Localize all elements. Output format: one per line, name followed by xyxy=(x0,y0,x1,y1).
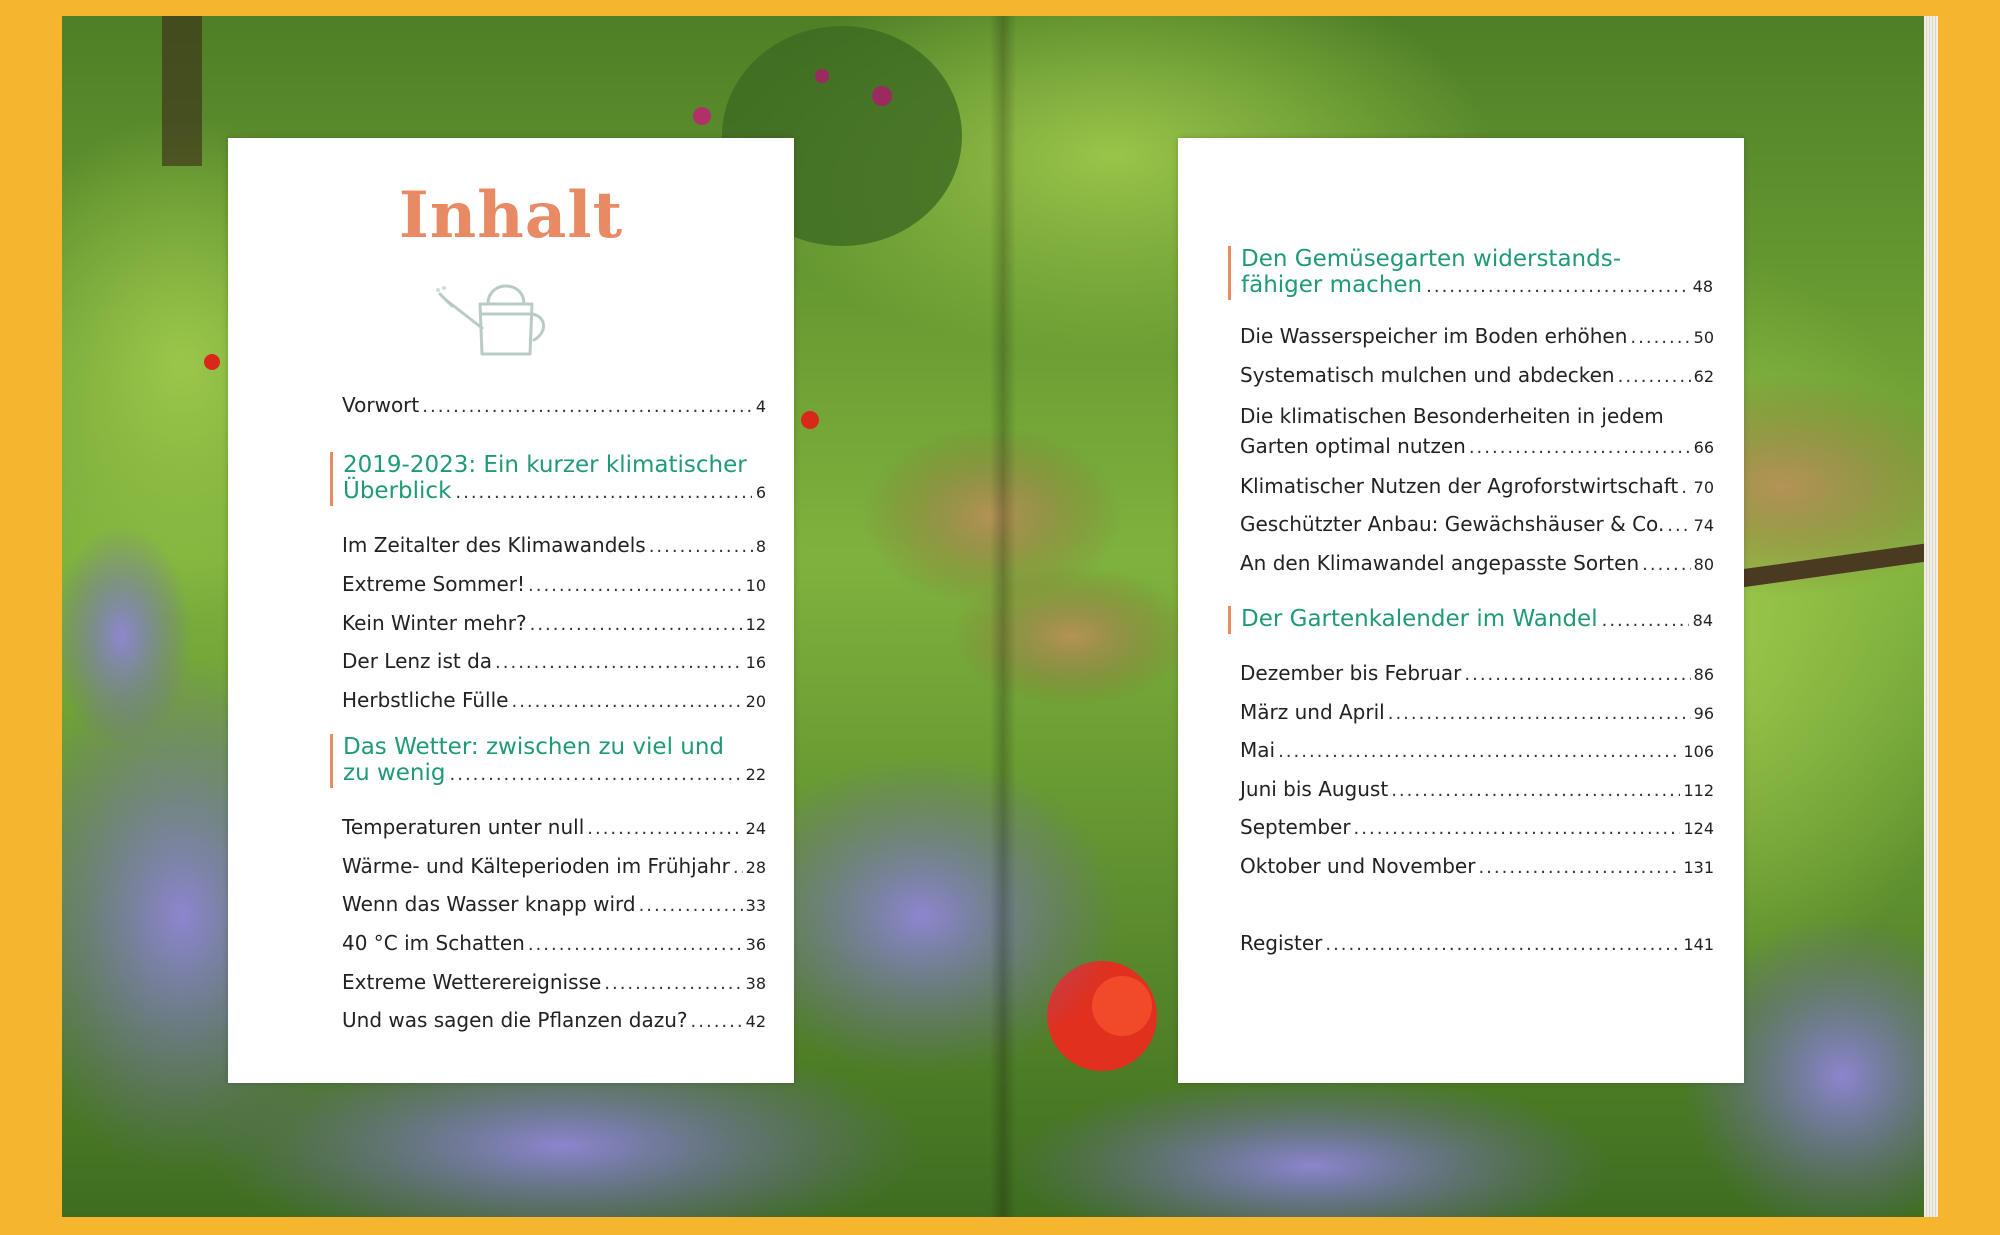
toc-entry[interactable]: Mai ..... 106 xyxy=(1240,735,1714,765)
toc-entry[interactable]: Temperaturen unter null ..... 24 xyxy=(342,812,766,842)
toc-entry[interactable]: Klimatischer Nutzen der Agroforstwirtschaft ..... 70 xyxy=(1240,471,1714,501)
toc-entry[interactable]: Kein Winter mehr? ..... 12 xyxy=(342,608,766,638)
toc-entry[interactable]: Im Zeitalter des Klimawandels ..... 8 xyxy=(342,530,766,560)
toc-entry[interactable]: Systematisch mulchen und abdecken ..... 62 xyxy=(1240,360,1714,390)
toc-right-panel xyxy=(1178,138,1744,1083)
toc-entry[interactable]: 40 °C im Schatten ..... 36 xyxy=(342,928,766,958)
toc-entry[interactable]: Und was sagen die Pflanzen dazu? ..... 42 xyxy=(342,1005,766,1035)
toc-section-gemuesegarten[interactable]: Den Gemüsegarten widerstands- fähiger machen ..... 48 xyxy=(1228,246,1713,300)
toc-entry[interactable]: Wärme- und Kälteperioden im Frühjahr ..... 28 xyxy=(342,851,766,881)
toc-entry[interactable]: Der Lenz ist da ..... 16 xyxy=(342,646,766,676)
toc-entry[interactable]: Oktober und November ..... 131 xyxy=(1240,851,1714,881)
toc-entry[interactable]: Die Wasserspeicher im Boden erhöhen ..... 50 xyxy=(1240,321,1714,351)
toc-entry[interactable]: Dezember bis Februar ..... 86 xyxy=(1240,658,1714,688)
toc-entry[interactable]: Geschützter Anbau: Gewächshäuser & Co. ..... 74 xyxy=(1240,509,1714,539)
toc-entry[interactable]: Juni bis August ..... 112 xyxy=(1240,774,1714,804)
toc-entry[interactable]: Extreme Wetterereignisse ..... 38 xyxy=(342,967,766,997)
watering-can-icon xyxy=(432,270,552,366)
toc-entry[interactable]: An den Klimawandel angepasste Sorten ..... 80 xyxy=(1240,548,1714,578)
toc-entry[interactable]: Extreme Sommer! ..... 10 xyxy=(342,569,766,599)
toc-section-gartenkalender[interactable]: Der Gartenkalender im Wandel ..... 84 xyxy=(1228,606,1713,634)
book-gutter xyxy=(990,16,1016,1217)
toc-entry-twoline[interactable]: Die klimatischen Besonderheiten in jedem Garten optimal nutzen ..... 66 xyxy=(1240,401,1714,463)
toc-entry[interactable]: September ..... 124 xyxy=(1240,812,1714,842)
page-edge xyxy=(1924,16,1938,1217)
toc-left-panel xyxy=(228,138,794,1083)
book-spread xyxy=(62,16,1938,1217)
toc-entry-vorwort[interactable]: Vorwort ..... 4 xyxy=(342,390,766,420)
toc-section-klimatischer-ueberblick[interactable]: 2019-2023: Ein kurzer klimatischer Überblick ..... 6 xyxy=(330,452,766,506)
toc-section-wetter[interactable]: Das Wetter: zwischen zu viel und zu wenig ..... 22 xyxy=(330,734,766,788)
toc-entry-register[interactable]: Register ..... 141 xyxy=(1240,928,1714,958)
toc-entry[interactable]: Herbstliche Fülle ..... 20 xyxy=(342,685,766,715)
page-title: Inhalt xyxy=(398,178,624,253)
toc-entry[interactable]: Wenn das Wasser knapp wird ..... 33 xyxy=(342,889,766,919)
toc-entry[interactable]: März und April ..... 96 xyxy=(1240,697,1714,727)
